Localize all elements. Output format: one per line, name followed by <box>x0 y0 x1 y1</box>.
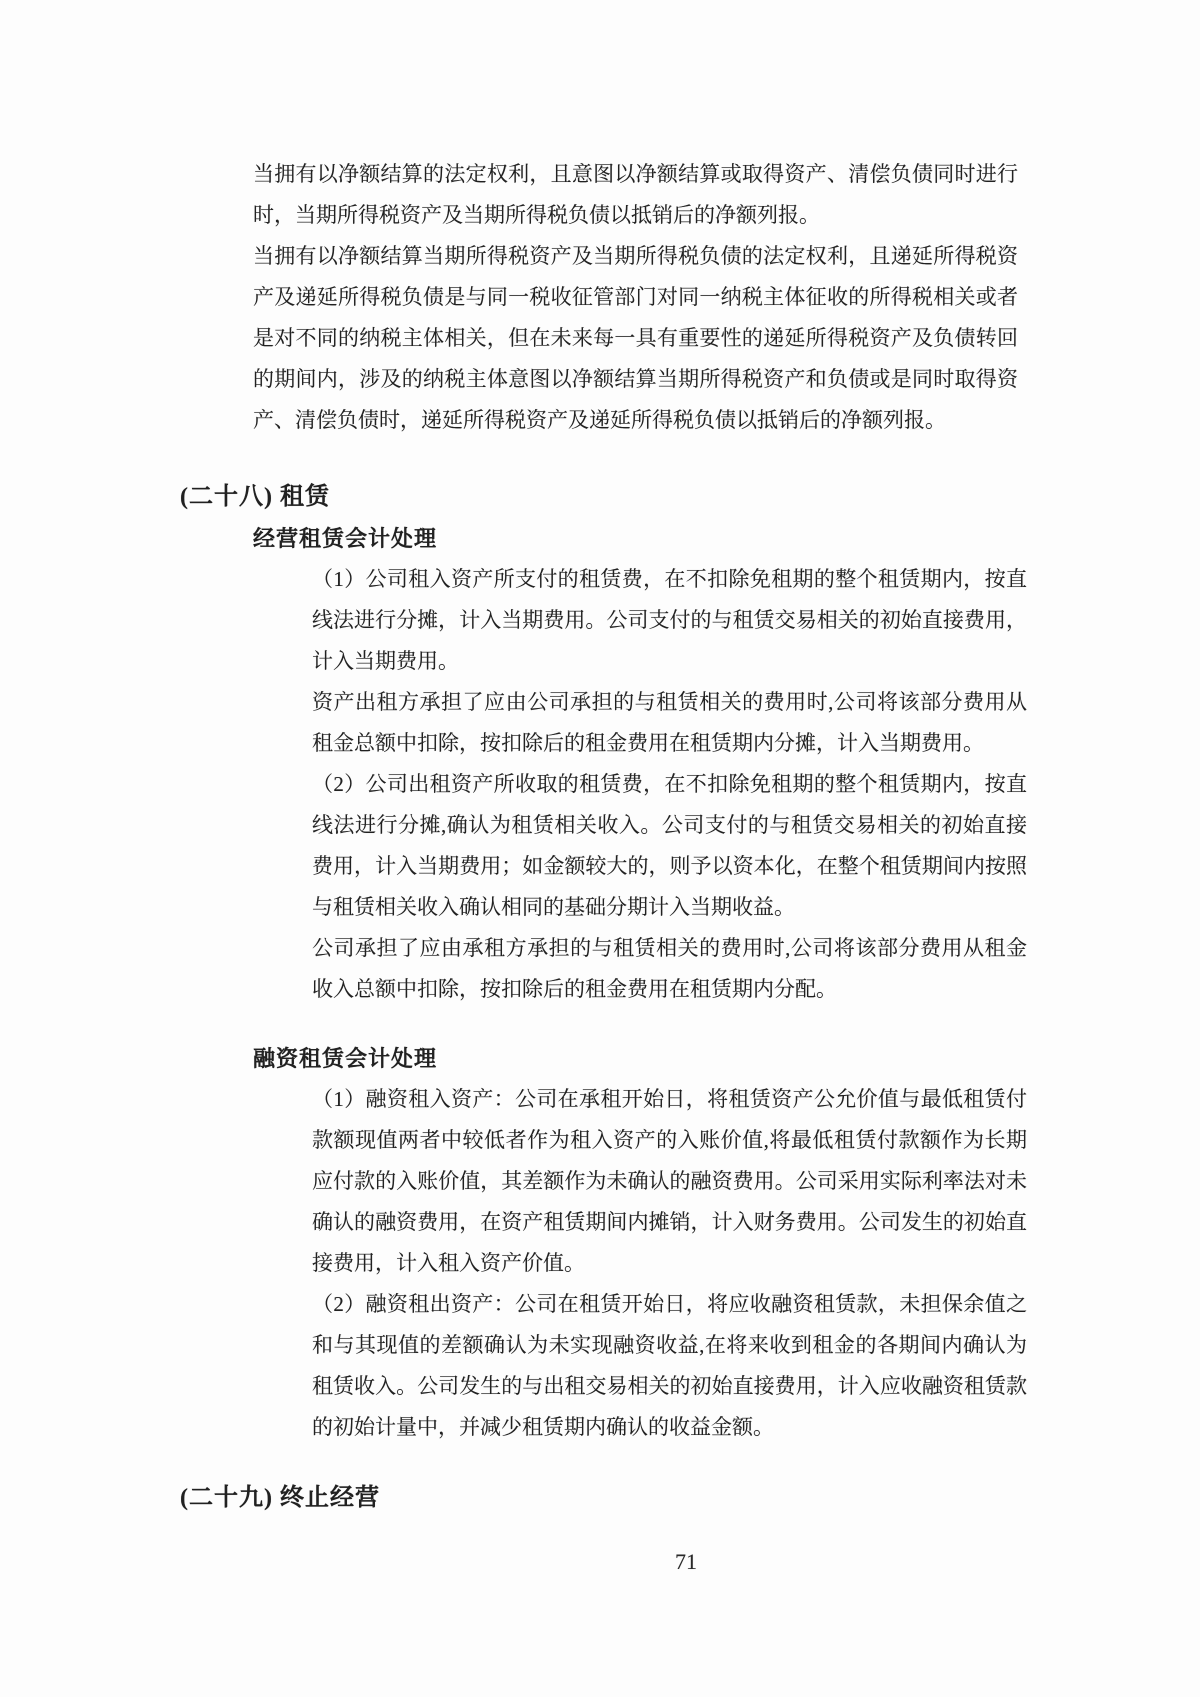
intro-paragraph-2: 当拥有以净额结算当期所得税资产及当期所得税负债的法定权利，且递延所得税资产及递延所得税负债是与同一税收征管部门对同一纳税主体征收的所得税相关或者是对不同的纳税主体相关，但在未来每一具有重要性的递延所得税资产及负债转回的期间内，涉及的纳税主体意图以净额结算当期所得税资产和负债或是同时取得资产、清偿负债时，递延所得税资产及递延所得税负债以抵销后的净额列报。 <box>253 244 1018 432</box>
operating-lease-item-1: （1）公司租入资产所支付的租赁费，在不扣除免租期的整个租赁期内，按直线法进行分摊，计入当期费用。公司支付的与租赁交易相关的初始直接费用，计入当期费用。 <box>312 567 1027 673</box>
operating-lease-item-4: 公司承担了应由承租方承担的与租赁相关的费用时,公司将该部分费用从租金收入总额中扣除，按扣除后的租金费用在租赁期内分配。 <box>312 936 1027 1001</box>
finance-lease-item-1: （1）融资租入资产：公司在承租开始日，将租赁资产公允价值与最低租赁付款额现值两者中较低者作为租入资产的入账价值,将最低租赁付款额作为长期应付款的入账价值，其差额作为未确认的融资费用。公司采用实际利率法对未确认的融资费用，在资产租赁期间内摊销，计入财务费用。公司发生的初始直接费用，计入租入资产价值。 <box>312 1087 1027 1275</box>
operating-lease-item-2: 资产出租方承担了应由公司承担的与租赁相关的费用时,公司将该部分费用从租金总额中扣除，按扣除后的租金费用在租赁期内分摊，计入当期费用。 <box>312 690 1027 755</box>
operating-lease-item-3: （2）公司出租资产所收取的租赁费，在不扣除免租期的整个租赁期内，按直线法进行分摊,确认为租赁相关收入。公司支付的与租赁交易相关的初始直接费用，计入当期费用；如金额较大的，则予以资本化，在整个租赁期间内按照与租赁相关收入确认相同的基础分期计入当期收益。 <box>312 772 1027 919</box>
section-28-heading: (二十八) 租赁 <box>180 484 330 510</box>
section-29-heading: (二十九) 终止经营 <box>180 1485 380 1511</box>
operating-lease-subheading: 经营租赁会计处理 <box>253 526 438 551</box>
intro-paragraph-1: 当拥有以净额结算的法定权利，且意图以净额结算或取得资产、清偿负债同时进行时，当期所得税资产及当期所得税负债以抵销后的净额列报。 <box>253 162 1018 227</box>
finance-lease-subheading: 融资租赁会计处理 <box>253 1046 438 1071</box>
page-number: 71 <box>675 1549 697 1574</box>
finance-lease-item-2: （2）融资租出资产：公司在租赁开始日，将应收融资租赁款，未担保余值之和与其现值的差额确认为未实现融资收益,在将来收到租金的各期间内确认为租赁收入。公司发生的与出租交易相关的初始直接费用，计入应收融资租赁款的初始计量中，并减少租赁期内确认的收益金额。 <box>312 1292 1027 1439</box>
